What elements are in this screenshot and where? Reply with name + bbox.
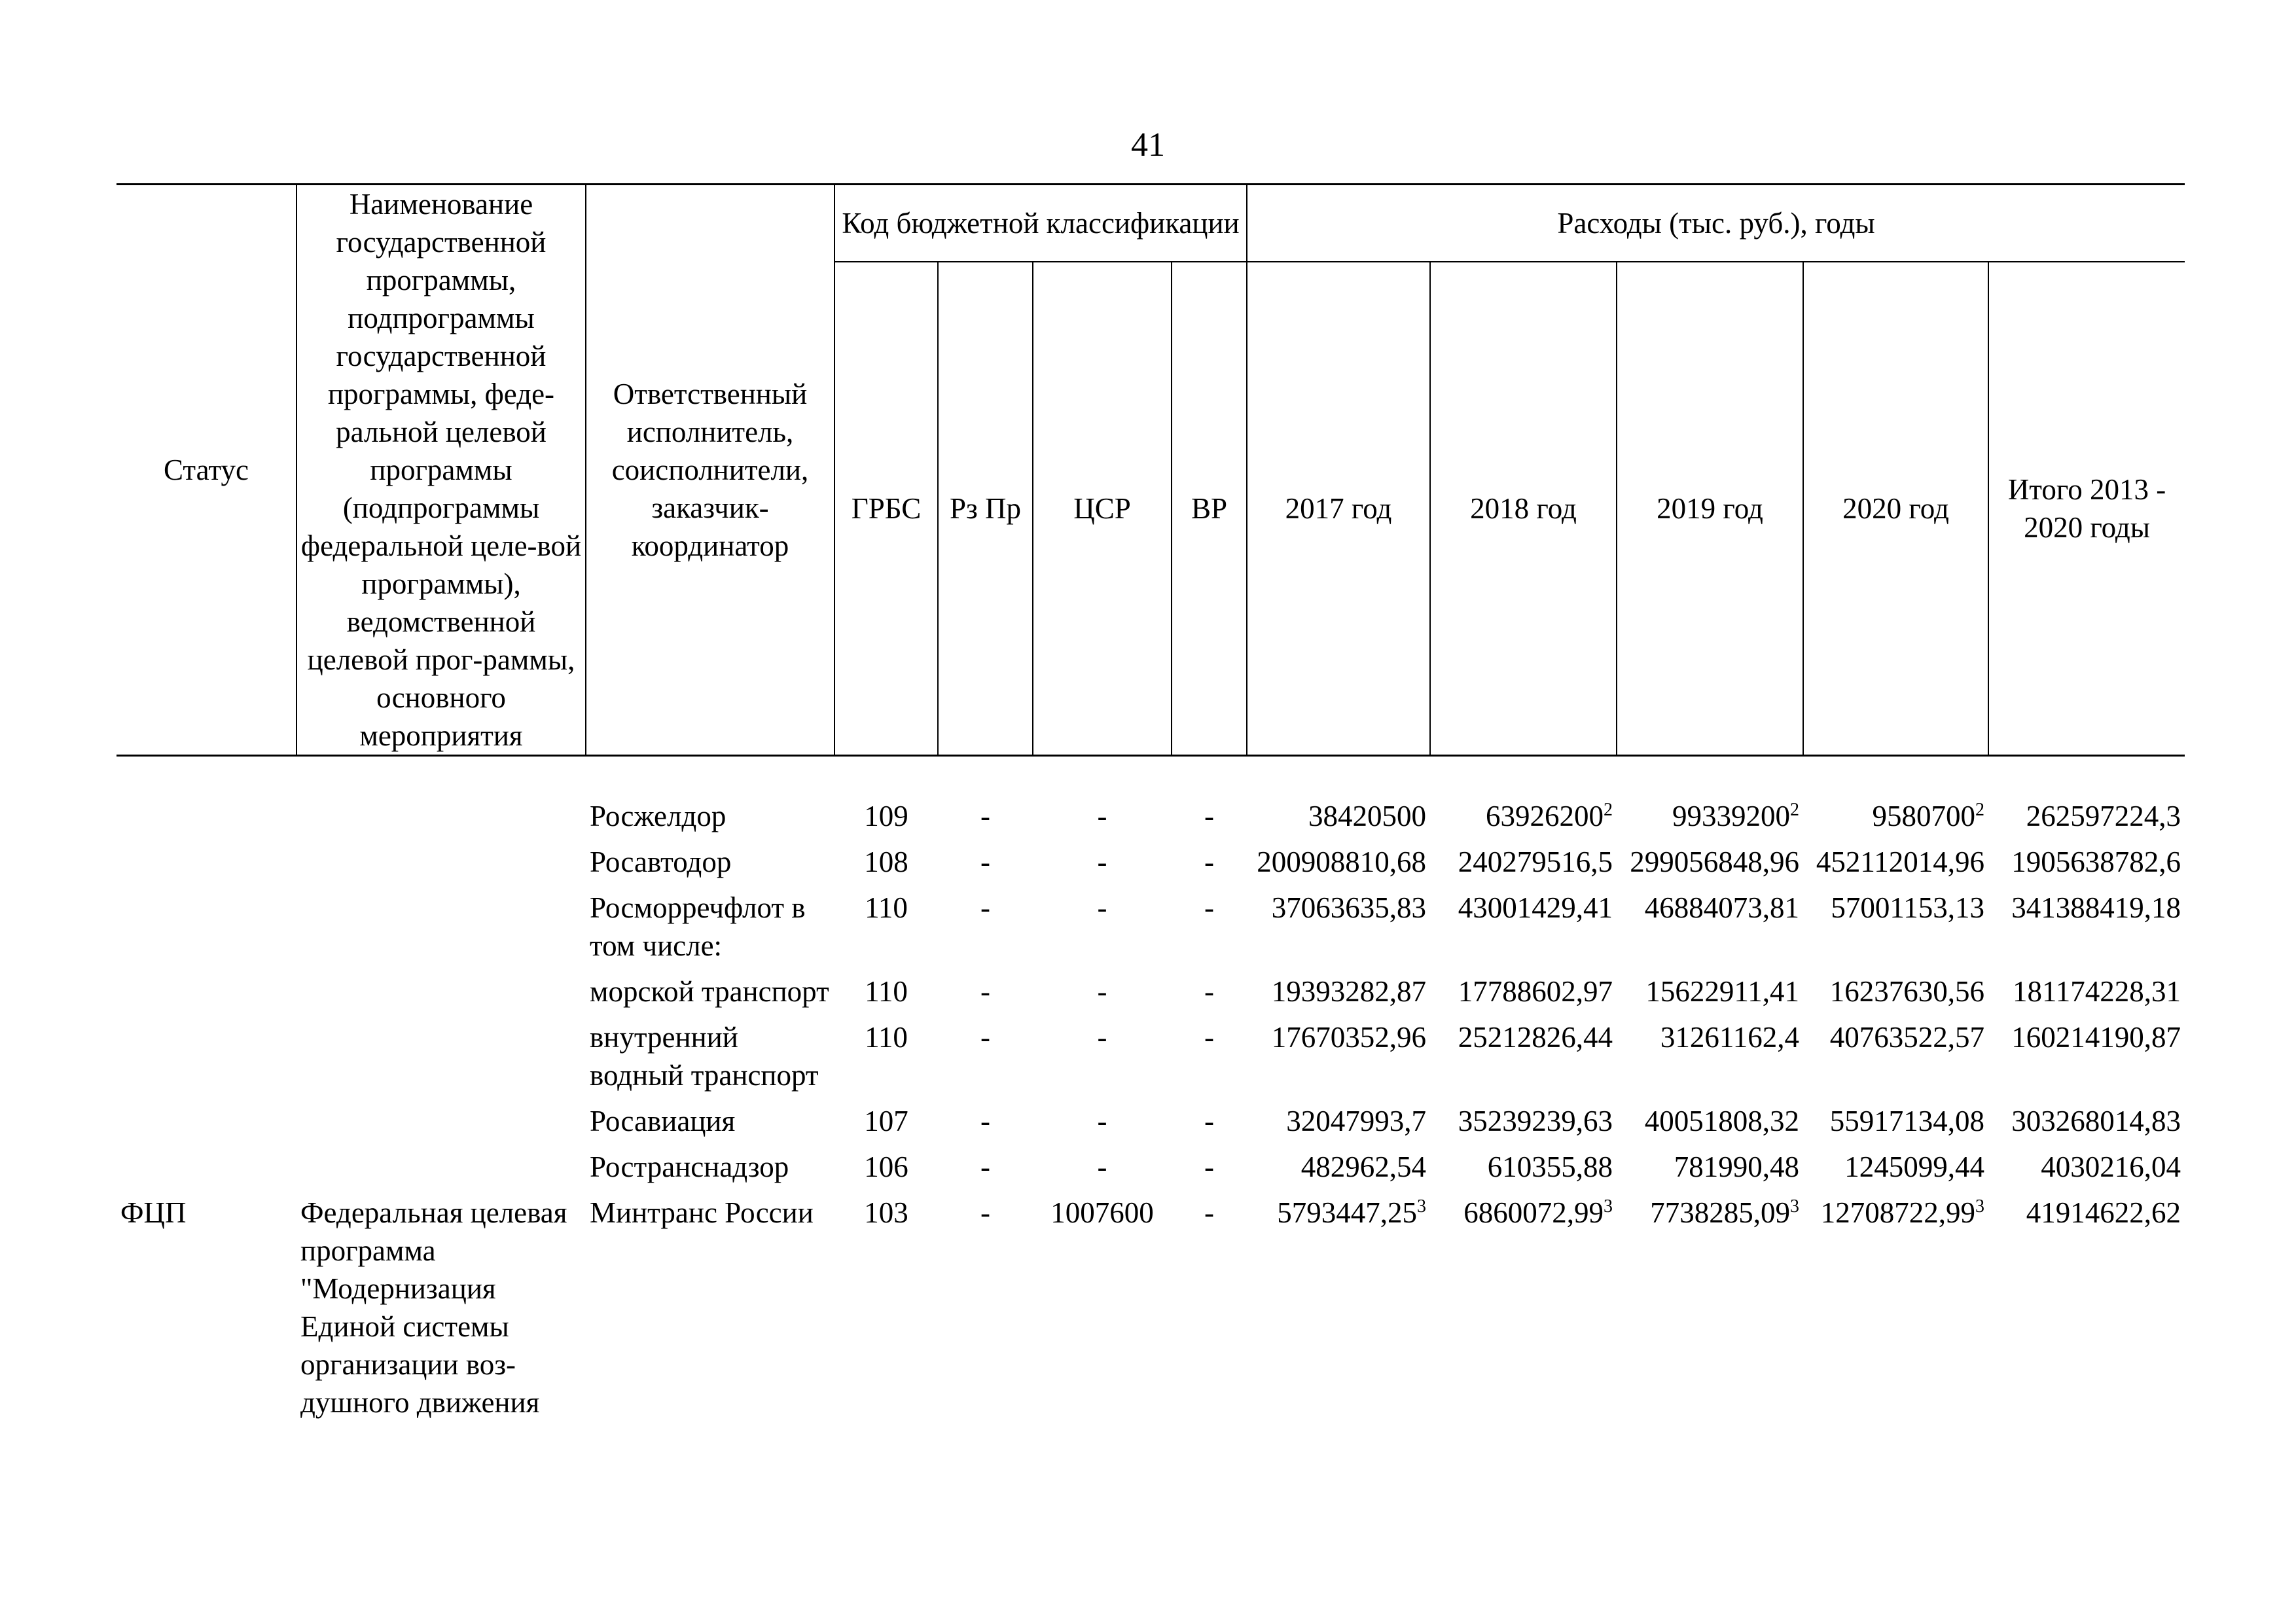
cell-name xyxy=(296,886,586,970)
cell-2017: 38420500 xyxy=(1308,800,1427,832)
cell-rzpr: - xyxy=(980,1150,990,1183)
table-header xyxy=(117,185,2185,756)
cell-status: ФЦП xyxy=(120,1196,187,1229)
cell-rzpr: - xyxy=(980,975,990,1008)
cell-executor: Росавтодор xyxy=(590,846,732,878)
cell-2019: 46884073,81 xyxy=(1644,891,1800,924)
header-budget-code: Код бюджетной классификации xyxy=(834,185,1247,262)
cell-status xyxy=(117,970,296,1016)
cell-status xyxy=(117,1145,296,1191)
cell-status xyxy=(117,1016,296,1099)
header-vr: ВР xyxy=(1172,262,1247,755)
cell-2019: 299056848,96 xyxy=(1630,846,1800,878)
cell-csr: - xyxy=(1097,1150,1107,1183)
cell-name xyxy=(296,1099,586,1145)
cell-2017: 482962,54 xyxy=(1300,1150,1427,1183)
cell-vr: - xyxy=(1204,891,1214,924)
cell-2018: 610355,88 xyxy=(1487,1150,1613,1183)
cell-2020: 9580700$^2$ xyxy=(1872,800,1985,832)
cell-rzpr: - xyxy=(980,800,990,832)
cell-name xyxy=(296,756,586,841)
cell-2019: 31261162,4 xyxy=(1660,1021,1800,1054)
table-row xyxy=(117,840,2185,886)
cell-grbs: 109 xyxy=(864,800,908,832)
cell-2020: 12708722,99$^3$ xyxy=(1820,1196,1985,1229)
cell-name xyxy=(296,970,586,1016)
cell-total: 181174228,31 xyxy=(2012,975,2181,1008)
cell-2017: 5793447,25$^3$ xyxy=(1277,1196,1427,1229)
cell-grbs: 108 xyxy=(864,846,908,878)
cell-2019: 15622911,41 xyxy=(1645,975,1800,1008)
table-row xyxy=(117,886,2185,970)
cell-rzpr: - xyxy=(980,1196,990,1229)
cell-grbs: 110 xyxy=(865,975,908,1008)
cell-executor: Минтранс России xyxy=(590,1196,814,1229)
cell-total: 4030216,04 xyxy=(2041,1150,2181,1183)
cell-total: 160214190,87 xyxy=(2011,1021,2181,1054)
cell-executor: Ространснадзор xyxy=(590,1150,789,1183)
cell-rzpr: - xyxy=(980,1105,990,1137)
cell-rzpr: - xyxy=(980,846,990,878)
cell-executor: Росжелдор xyxy=(590,800,726,832)
cell-vr: - xyxy=(1204,1105,1214,1137)
cell-executor: Росавиация xyxy=(590,1105,736,1137)
cell-2018: 43001429,41 xyxy=(1458,891,1613,924)
cell-2018: 240279516,5 xyxy=(1458,846,1613,878)
cell-grbs: 106 xyxy=(864,1150,908,1183)
cell-csr: - xyxy=(1097,891,1107,924)
table-row xyxy=(117,1191,2185,1427)
cell-total: 41914622,62 xyxy=(2026,1196,2181,1229)
cell-csr: - xyxy=(1097,1021,1107,1054)
cell-rzpr: - xyxy=(980,1021,990,1054)
cell-2018: 17788602,97 xyxy=(1458,975,1613,1008)
page-number: 41 xyxy=(1131,126,1165,164)
cell-2020: 57001153,13 xyxy=(1831,891,1985,924)
cell-vr: - xyxy=(1204,846,1214,878)
cell-2020: 55917134,08 xyxy=(1829,1105,1985,1137)
cell-csr: - xyxy=(1097,800,1107,832)
header-2017: 2017 год xyxy=(1247,262,1430,755)
cell-rzpr: - xyxy=(980,891,990,924)
header-grbs: ГРБС xyxy=(834,262,938,755)
cell-2019: 781990,48 xyxy=(1674,1150,1800,1183)
cell-vr: - xyxy=(1204,975,1214,1008)
cell-vr: - xyxy=(1204,1150,1214,1183)
cell-2018: 25212826,44 xyxy=(1458,1021,1613,1054)
cell-csr: 1007600 xyxy=(1050,1196,1154,1229)
header-csr: ЦСР xyxy=(1033,262,1172,755)
cell-vr: - xyxy=(1204,1196,1214,1229)
cell-vr: - xyxy=(1204,1021,1214,1054)
cell-2019: 99339200$^2$ xyxy=(1672,800,1800,832)
cell-2017: 32047993,7 xyxy=(1286,1105,1427,1137)
table-row xyxy=(117,1145,2185,1191)
table-body xyxy=(117,756,2185,1427)
cell-csr: - xyxy=(1097,1105,1107,1137)
cell-2019: 40051808,32 xyxy=(1644,1105,1800,1137)
budget-table xyxy=(117,183,2185,1427)
table-row xyxy=(117,1016,2185,1099)
header-expenses: Расходы (тыс. руб.), годы xyxy=(1247,185,2185,262)
header-2020: 2020 год xyxy=(1803,262,1988,755)
header-2019: 2019 год xyxy=(1617,262,1803,755)
cell-name: Федеральная целевая программа "Модернизация Единой системы организации воз-душного движения xyxy=(300,1196,567,1419)
cell-status xyxy=(117,756,296,841)
cell-csr: - xyxy=(1097,846,1107,878)
header-total: Итого 2013 - 2020 годы xyxy=(1988,262,2185,755)
cell-2017: 37063635,83 xyxy=(1271,891,1427,924)
cell-grbs: 103 xyxy=(864,1196,908,1229)
cell-2017: 19393282,87 xyxy=(1271,975,1427,1008)
cell-csr: - xyxy=(1097,975,1107,1008)
cell-2018: 35239239,63 xyxy=(1458,1105,1613,1137)
header-rzpr: Рз Пр xyxy=(938,262,1033,755)
cell-grbs: 107 xyxy=(864,1105,908,1137)
cell-executor: Росморречфлот в том числе: xyxy=(590,891,806,962)
cell-2020: 16237630,56 xyxy=(1829,975,1985,1008)
header-2018: 2018 год xyxy=(1430,262,1617,755)
cell-2018: 63926200$^2$ xyxy=(1486,800,1613,832)
cell-total: 341388419,18 xyxy=(2011,891,2181,924)
cell-total: 262597224,3 xyxy=(2026,800,2181,832)
table-row xyxy=(117,756,2185,841)
header-status: Статус xyxy=(117,185,296,756)
cell-name xyxy=(296,840,586,886)
header-executor: Ответственный исполнитель, соисполнители, заказчик-координатор xyxy=(586,185,834,756)
cell-executor: морской транспорт xyxy=(590,975,829,1008)
cell-total: 1905638782,6 xyxy=(2011,846,2181,878)
cell-status xyxy=(117,886,296,970)
cell-status xyxy=(117,1099,296,1145)
cell-status xyxy=(117,840,296,886)
table-row xyxy=(117,1099,2185,1145)
cell-2019: 7738285,09$^3$ xyxy=(1650,1196,1800,1229)
table-row xyxy=(117,970,2185,1016)
cell-2020: 40763522,57 xyxy=(1829,1021,1985,1054)
cell-executor: внутренний водный транспорт xyxy=(590,1021,819,1092)
cell-2017: 200908810,68 xyxy=(1257,846,1427,878)
cell-vr: - xyxy=(1204,800,1214,832)
cell-name xyxy=(296,1016,586,1099)
header-program-name: Наименование государственной программы, подпрограммы государственной программы, феде-ральной целевой программы (подпрограммы федеральной целе-вой программы), ведомственной целевой прог-раммы, основного мероприятия xyxy=(296,185,586,756)
cell-name xyxy=(296,1145,586,1191)
cell-2020: 452112014,96 xyxy=(1816,846,1985,878)
cell-2020: 1245099,44 xyxy=(1844,1150,1985,1183)
cell-2018: 6860072,99$^3$ xyxy=(1463,1196,1613,1229)
cell-total: 303268014,83 xyxy=(2011,1105,2181,1137)
cell-grbs: 110 xyxy=(865,891,908,924)
cell-2017: 17670352,96 xyxy=(1271,1021,1427,1054)
cell-grbs: 110 xyxy=(865,1021,908,1054)
